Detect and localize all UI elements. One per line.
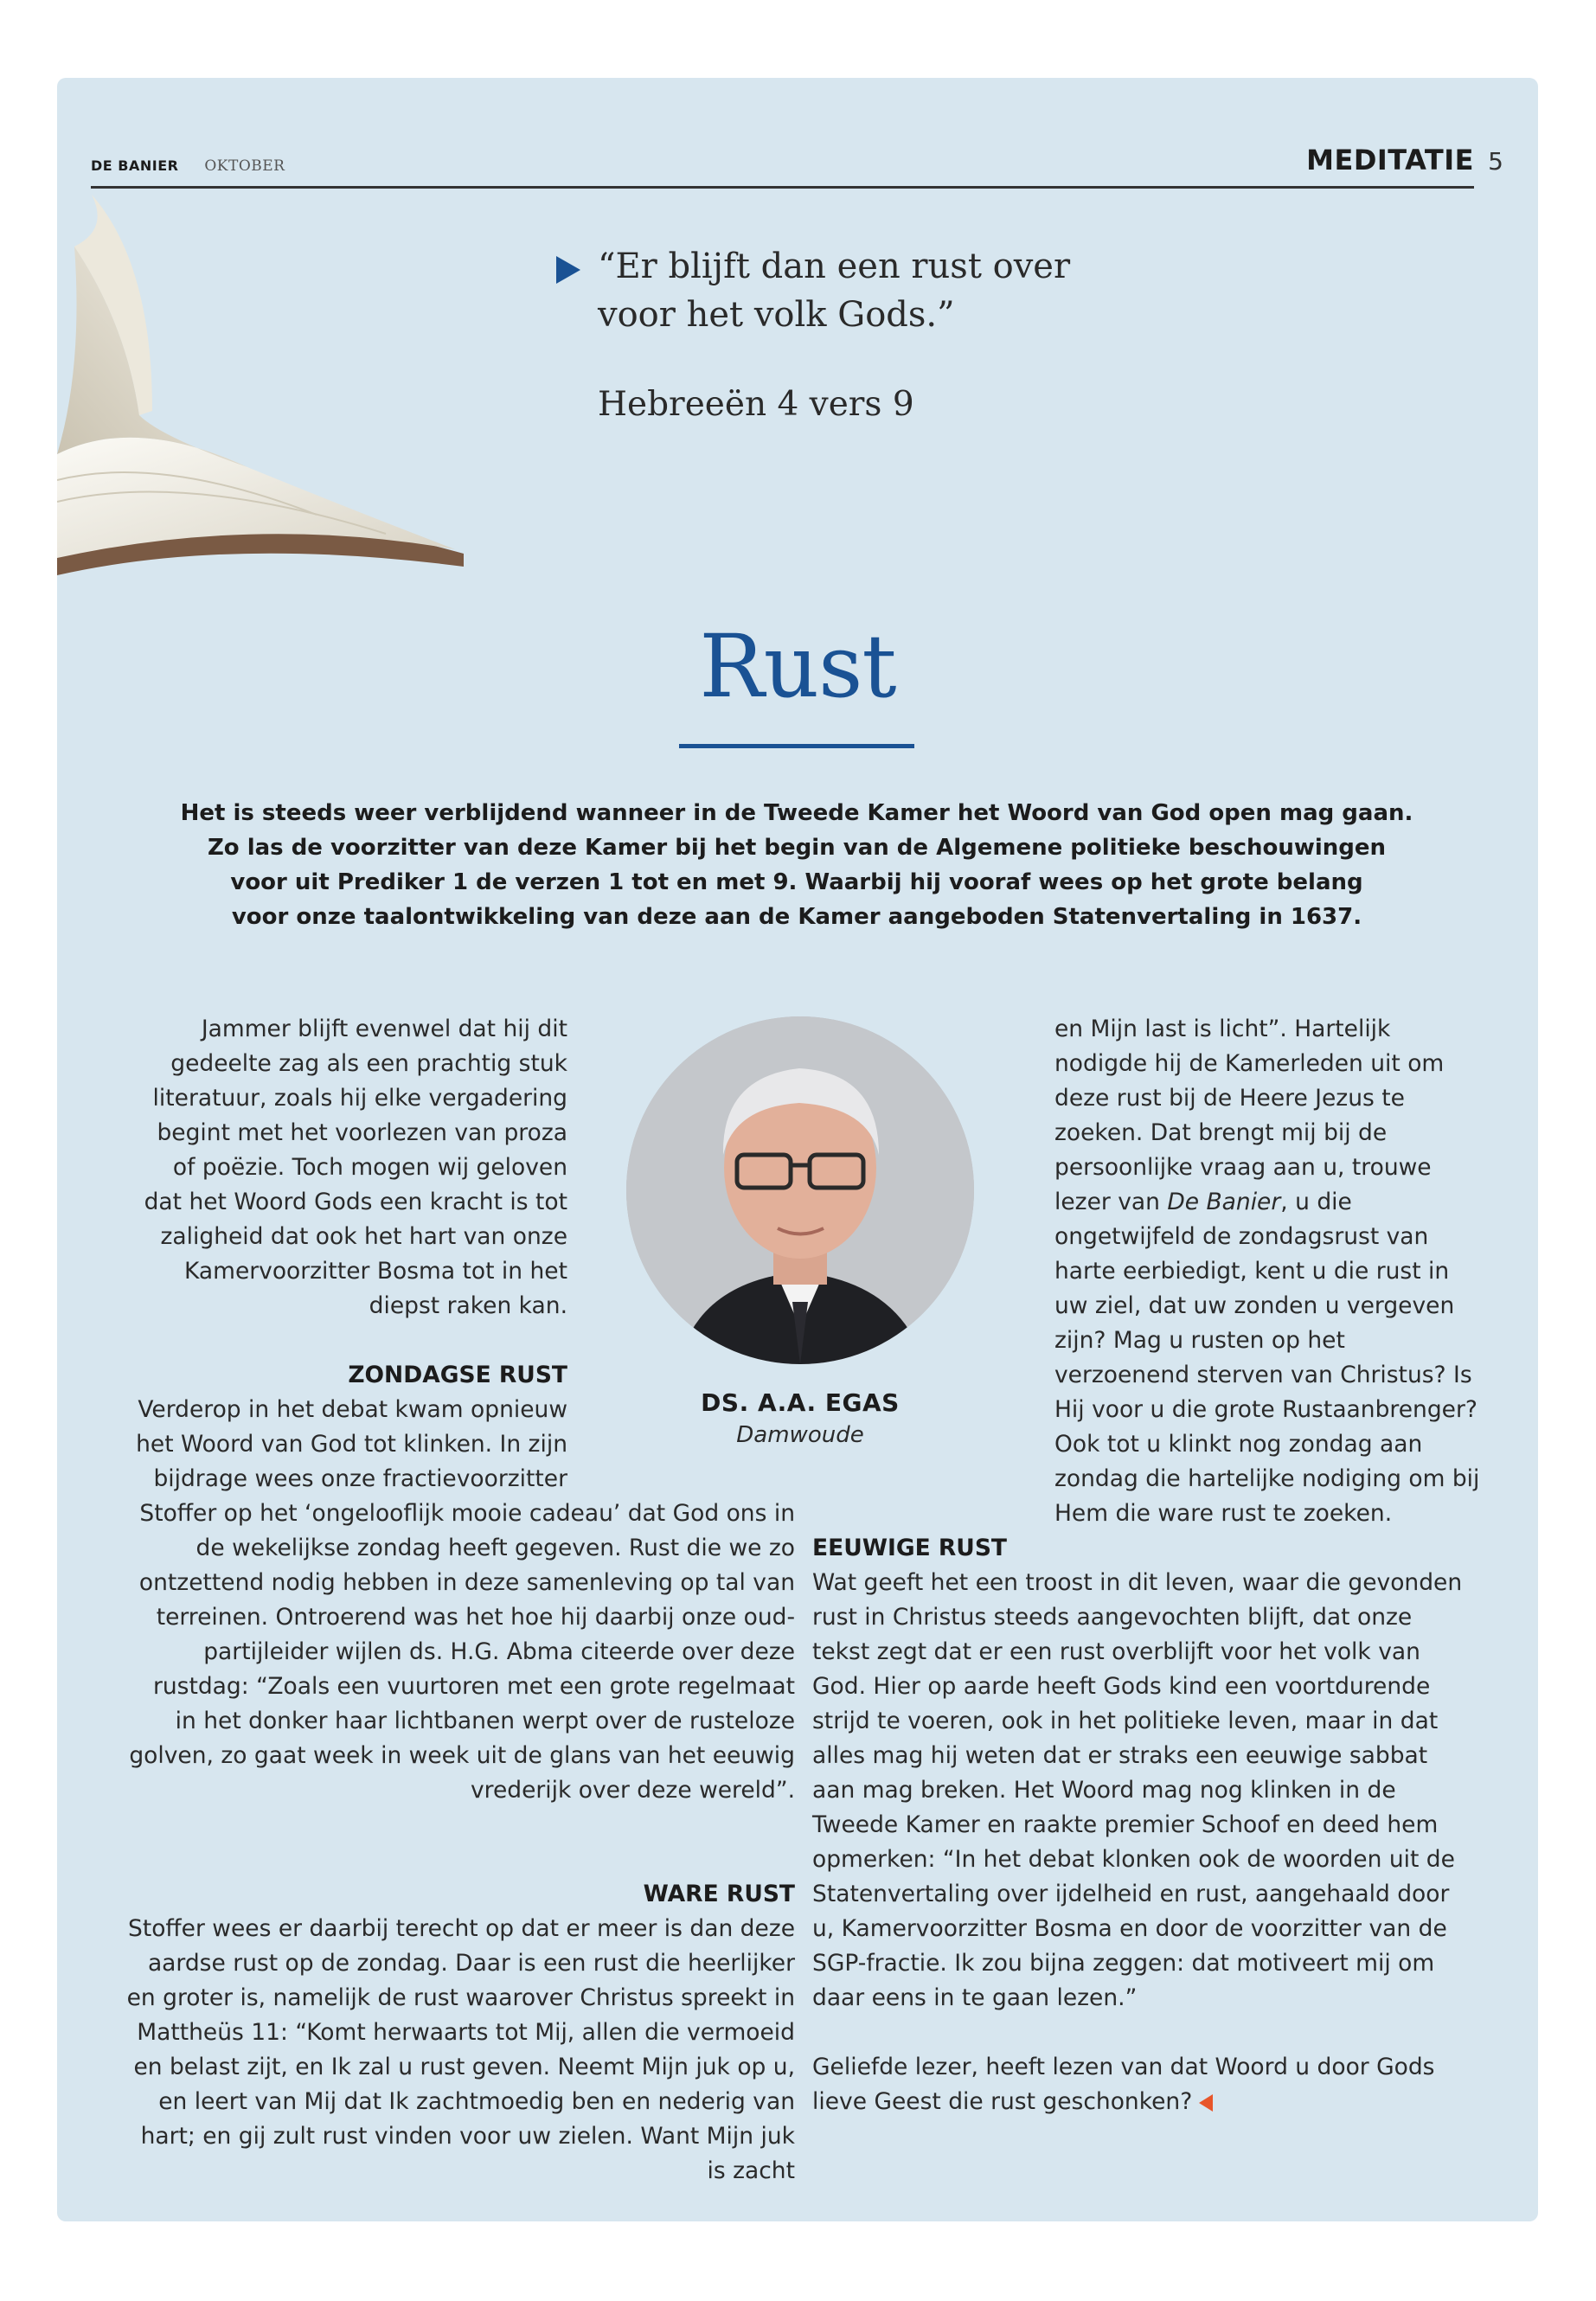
subheading-eeuwige-rust: EEUWIGE RUST [812,1535,1007,1561]
quote-reference: Hebreeën 4 vers 9 [598,385,914,424]
ware-rust-paragraph: Stoffer wees er daarbij terecht op dat er meer is dan deze aardse rust op de zondag. Daar is een rust die heerlijker en groter is, namelijk de rust waarover Christus spreekt in Mattheüs 11: “Komt herwaarts tot Mij, allen die vermoeid en belast zijt, en Ik zal u rust geven. Neemt Mijn juk op u, en leert van Mij dat Ik zachtmoedig ben en nederig van hart; en gij zult rust vinden voor uw zielen. Want Mijn juk is zacht [126,1915,795,2184]
title-underline [679,744,914,748]
header-rule [91,186,1474,189]
lead-line: voor uit Prediker 1 de verzen 1 tot en met 9. Waarbij hij vooraf wees op het grote belang [230,869,1363,895]
lead-line: voor onze taalontwikkeling van deze aan de Kamer aangeboden Statenvertaling in 1637. [231,904,1362,930]
lead-line: Zo las de voorzitter van deze Kamer bij het begin van de Algemene politieke beschouwingen [207,835,1387,861]
eeuwige-rust-paragraph: Wat geeft het een troost in dit leven, waar die gevonden rust in Christus steeds aangevochten blijft, dat onze tekst zegt dat er een rust overblijft voor het volk van God. Hier op aarde heeft Gods kind een voortdurende strijd te voeren, ook in het politieke leven, maar in dat alles mag hij weten dat er straks een eeuwige sabbat aan mag breken. Het Woord mag nog klinken in de Tweede Kamer en raakte premier Schoof en deed hem opmerken: “In het debat klonken ook de woorden uit de Statenvertaling over ijdelheid en rust, aangehaald door u, Kamervoorzitter Bosma en door de voorzitter van de SGP-fractie. Ik zou bijna zeggen: dat motiveert mij om daar eens in te gaan lezen.” [812,1569,1463,2011]
article-title: Rust [699,616,896,717]
closing-text: Geliefde lezer, heeft lezen van dat Woord u door Gods lieve Geest die rust geschonken? [812,2054,1435,2115]
invitation-paragraph [1054,1012,1487,1531]
author-portrait-icon [626,1016,974,1364]
section-title: MEDITATIE [1306,144,1474,176]
author-place: Damwoude [736,1422,864,1448]
column-left-bottom [126,1877,795,2221]
magazine-reference: De Banier [1167,1189,1281,1215]
bible-quote [598,242,1221,339]
author-photo [626,1016,974,1364]
subheading-ware-rust: WARE RUST [643,1881,795,1907]
page-panel [57,78,1538,2221]
intro-paragraph: Jammer blijft evenwel dat hij dit gedeelte zag als een prachtig stuk literatuur, zoals hij elke vergadering begint met het voorlezen van proza of poëzie. Toch mogen wij geloven dat het Woord Gods een kracht is tot zaligheid dat ook het hart van onze Kamervoorzitter Bosma tot in het diepst raken kan. [144,1016,567,1319]
author-name: DS. A.A. EGAS [701,1388,900,1417]
invitation-text-start: en Mijn last is licht”. Hartelijk nodigde hij de Kamerleden uit om deze rust bij de Heere Jezus te zoeken. Dat brengt mij bij de persoonlijke vraag aan u, trouwe lezer van [1054,1016,1445,1215]
end-mark-icon [1199,2094,1213,2112]
issue-month: OKTOBER [204,157,285,175]
magazine-name: DE BANIER [91,157,179,174]
column-left-middle [126,1497,795,1843]
lead-paragraph [161,796,1433,934]
column-right-bottom [812,1531,1470,2154]
open-book-illustration [57,195,464,584]
header-left [91,157,285,175]
zondagse-rust-paragraph-start: Verderop in het debat kwam opnieuw het Woord van God tot klinken. In zijn bijdrage wees onze fractievoorzitter [136,1396,567,1492]
page-number: 5 [1488,147,1503,176]
column-left-top [135,1012,567,1531]
quote-line-1: “Er blijft dan een rust over [598,247,1071,286]
quote-arrow-icon [556,256,580,284]
closing-paragraph [812,2050,1470,2119]
zondagse-rust-paragraph-continued: Stoffer op het ‘ongelooflijk mooie cadeau’ dat God ons in de wekelijkse zondag heeft gegeven. Rust die we zo ontzettend nodig hebben in deze samenleving op tal van terreinen. Ontroerend was het hoe hij daarbij onze oud-partijleider wijlen ds. H.G. Abma citeerde over deze rustdag: “Zoals een vuurtoren met een grote regelmaat in het donker haar lichtbanen werpt over de rusteloze golven, zo gaat week in week uit de glans van het eeuwig vrederijk over deze wereld”. [129,1500,795,1804]
column-right-top [1054,1012,1487,1566]
invitation-text-end: , u die ongetwijfeld de zondagsrust van harte eerbiedigt, kent u die rust in uw ziel, dat uw zonden u vergeven zijn? Mag u rusten op het verzoenend sterven van Christus? Is Hij voor u die grote Rustaanbrenger? Ook tot u klinkt nog zondag aan zondag die hartelijke nodiging om bij Hem die ware rust te zoeken. [1054,1189,1480,1527]
quote-line-2: voor het volk Gods.” [598,295,955,335]
author-caption [619,1388,981,1448]
subheading-zondagse-rust: ZONDAGSE RUST [348,1362,567,1388]
lead-line: Het is steeds weer verblijdend wanneer in de Tweede Kamer het Woord van God open mag gaan. [180,800,1413,826]
